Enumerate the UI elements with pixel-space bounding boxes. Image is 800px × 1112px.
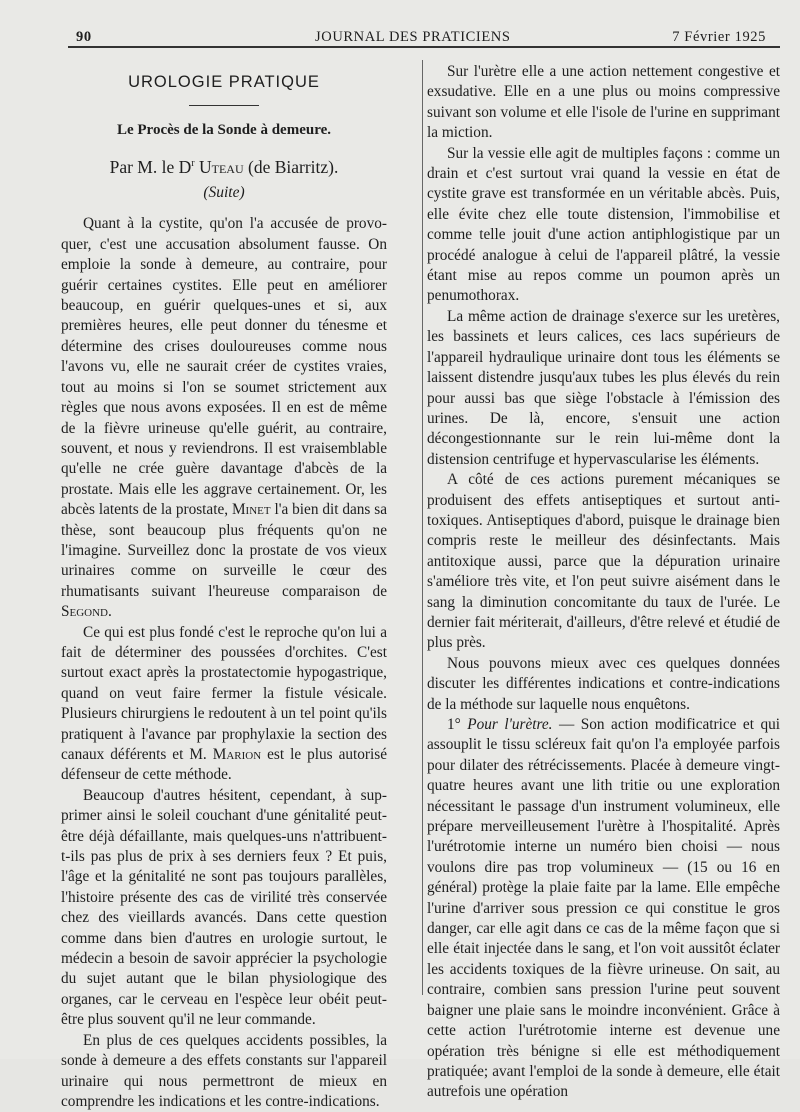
paragraph: Ce qui est plus fondé c'est le reproche qu'on lui a fait de déterminer des poussées d'orchites. C'est surtout exact après la prostatectomie hypogastrique, quand on veut faire fermer la fistule vésicale. Plusieurs chirurgiens le redoutent à un tel point qu'ils pratiquent à l'avance par prophylaxie la section des canaux déférents et M. Marion est le plus autorisé défenseur de cette méthode. <box>61 623 387 784</box>
paragraph: Nous pouvons mieux avec ces quelques données discuter les différentes indications et contre-indications de la méthode sur laquelle nous enquêtons. <box>427 654 780 713</box>
left-column <box>61 62 387 1112</box>
page-header <box>70 24 770 48</box>
journal-title: JOURNAL DES PRATICIENS <box>315 29 511 45</box>
author-prefix: Par M. le D <box>109 156 192 177</box>
paragraph: A côté de ces actions purement mécaniques se produisent des effets antiseptiques et surtout antitoxiques. Antiseptiques d'abord, puisque le drainage bien compris reste le meilleur des désinfectants. Mais antitoxique aussi, parce que la dépuration urinaire s'améliore très vite, et l'on peut suivre aisément dans le sang la diminution concomitante du taux de l'urée. Le dernier fait mériterait, d'ailleurs, d'être relevé et étudié de plus près. <box>427 471 780 652</box>
subsection-heading: Pour l'urètre. <box>467 716 553 733</box>
issue-date: 7 Février 1925 <box>672 29 766 45</box>
author-line <box>61 154 387 177</box>
column-divider <box>422 60 423 995</box>
paragraph: En plus de ces quelques accidents possibles, la sonde à demeure a des effets constants sur l'appareil urinaire qui nous permettront de mieux en comprendre les indications et les contre-indications. <box>61 1031 387 1110</box>
title-rule <box>189 105 259 106</box>
paragraph: Sur la vessie elle agit de multiples façons : comme un drain et c'est surtout vrai quand la vessie en état de cystite grave est transformée en un véritable abcès. Puis, elle évite chez elle toute distension, l'immobilise et comme telle jouit d'une action antiphlogistique par un procédé analogue à celui de l'appareil plâtré, la vessie étant mise au repos comme un poumon après un penumothorax. <box>427 144 780 305</box>
name-marion: Marion <box>212 746 262 764</box>
paragraph: 1° Pour l'urètre. — Son action modificatrice et qui assouplit le tissu scléreux fait qu'on l'a employée parfois pour dilater des rétrécissements. Placée à demeure vingt-quatre heures avant une lith tritie ou une exploration nécessitant le passage d'un instrument volumineux, elle prépare merveilleusement l'urètre à l'hospitalité. Après l'urétrotomie interne un numéro bien choisi — nous voulons dire pas trop volumineux — (15 ou 16 en général) protège la plaie faite par la lame. Elle empêche l'urine d'arriver sous pression ce qui constitue le gros danger, car elle agit dans ce cas de la même façon que si elle était injectée dans le sang, et l'on voit aussitôt éclater les accidents toxiques de la fièvre urineuse. On sait, au contraire, combien sans pression l'urine peut souvent baigner une plaie sans le moindre inconvénient. Grâce à cette action l'urétrotomie interne est devenue une opération très bénigne si elle est méthodiquement pratiquée; avant l'emploi de la sonde à demeure, elle était autrefois une opération <box>427 716 780 1101</box>
suite-label: (Suite) <box>203 184 245 202</box>
author-place: (de Biarritz). <box>243 156 339 177</box>
paragraph: Beaucoup d'autres hésitent, cependant, à supprimer ainsi le soleil couchant d'une génitalité peut-être déjà défaillante, mais quelques-uns n'attribuent-t-ils pas plus de prix à ses derniers feux ? Et puis, l'âge et la génitalité ne sont pas toujours parallèles, l'histoire présente des cas de virilité très conservée chez des vieillards avancés. Dans cette question comme dans bien d'autres en urologie surtout, le médecin a besoin de savoir apprécier la psychologie du sujet autant que le bilan physiologique des organes, car le cerveau en l'espèce leur obéit peut-être plus souvent qu'il ne leur commande. <box>61 786 387 1029</box>
name-minet: Minet <box>231 501 271 519</box>
right-column <box>427 62 780 1103</box>
author-prefix-sup: r <box>191 157 195 169</box>
article-title: Le Procès de la Sonde à demeure. <box>116 122 331 139</box>
paragraph: La même action de drainage s'exerce sur les uretères, les bassinets et leurs calices, ces lacs supérieurs de l'appareil hydraulique urinaire dont tous les éléments se laissent distendre jusqu'aux tubes les plus élevés du rein pour aussi bas que siège l'obstacle à l'émission des urines. De là, encore, s'ensuit une action décongestionnante sur le rein lui-même dont la distension centrifuge et hypervascularise les éléments. <box>427 307 780 468</box>
paragraph: Sur l'urètre elle a une action nettement congestive et exsudative. Elle en a une plus ou moins compressive suivant son volume et elle l'isole de l'urine en supprimant la miction. <box>427 63 780 142</box>
author-name: Uteau <box>198 156 244 177</box>
page-number: 90 <box>76 29 92 45</box>
section-title: UROLOGIE PRATIQUE <box>128 73 320 91</box>
name-segond: Segond <box>61 603 109 621</box>
paragraph: Quant à la cystite, qu'on l'a accusée de provoquer, c'est une accusation absolument fausse. On emploie la sonde à demeure, au contraire, pour guérir certaines cystites. Elle peut en améliorer beaucoup, en guérir quelques-unes et si, aux premières heures, elle peut donner du ténesme et détermine des crises douloureuses comme nous l'avons vu, elle ne saurait créer de cystites vraies, tout au moins si l'on se soumet strictement aux règles que nous avons exposées. Il en est de même de la fièvre urineuse qu'elle guérit, au contraire, souvent, et nous y reviendrons. Il est vraisemblable qu'elle ne crée guère davantage d'abcès de la prostate. Mais elle les aggrave certainement. Or, les abcès latents de la prostate, Minet l'a bien dit dans sa thèse, sont beaucoup plus fréquents qu'on ne l'imagine. Surveillez donc la prostate de vos vieux urinaires comme on surveille le cœur des rhumatisants suivant l'heureuse comparaison de Segond. <box>61 215 387 621</box>
header-rule <box>68 46 780 48</box>
